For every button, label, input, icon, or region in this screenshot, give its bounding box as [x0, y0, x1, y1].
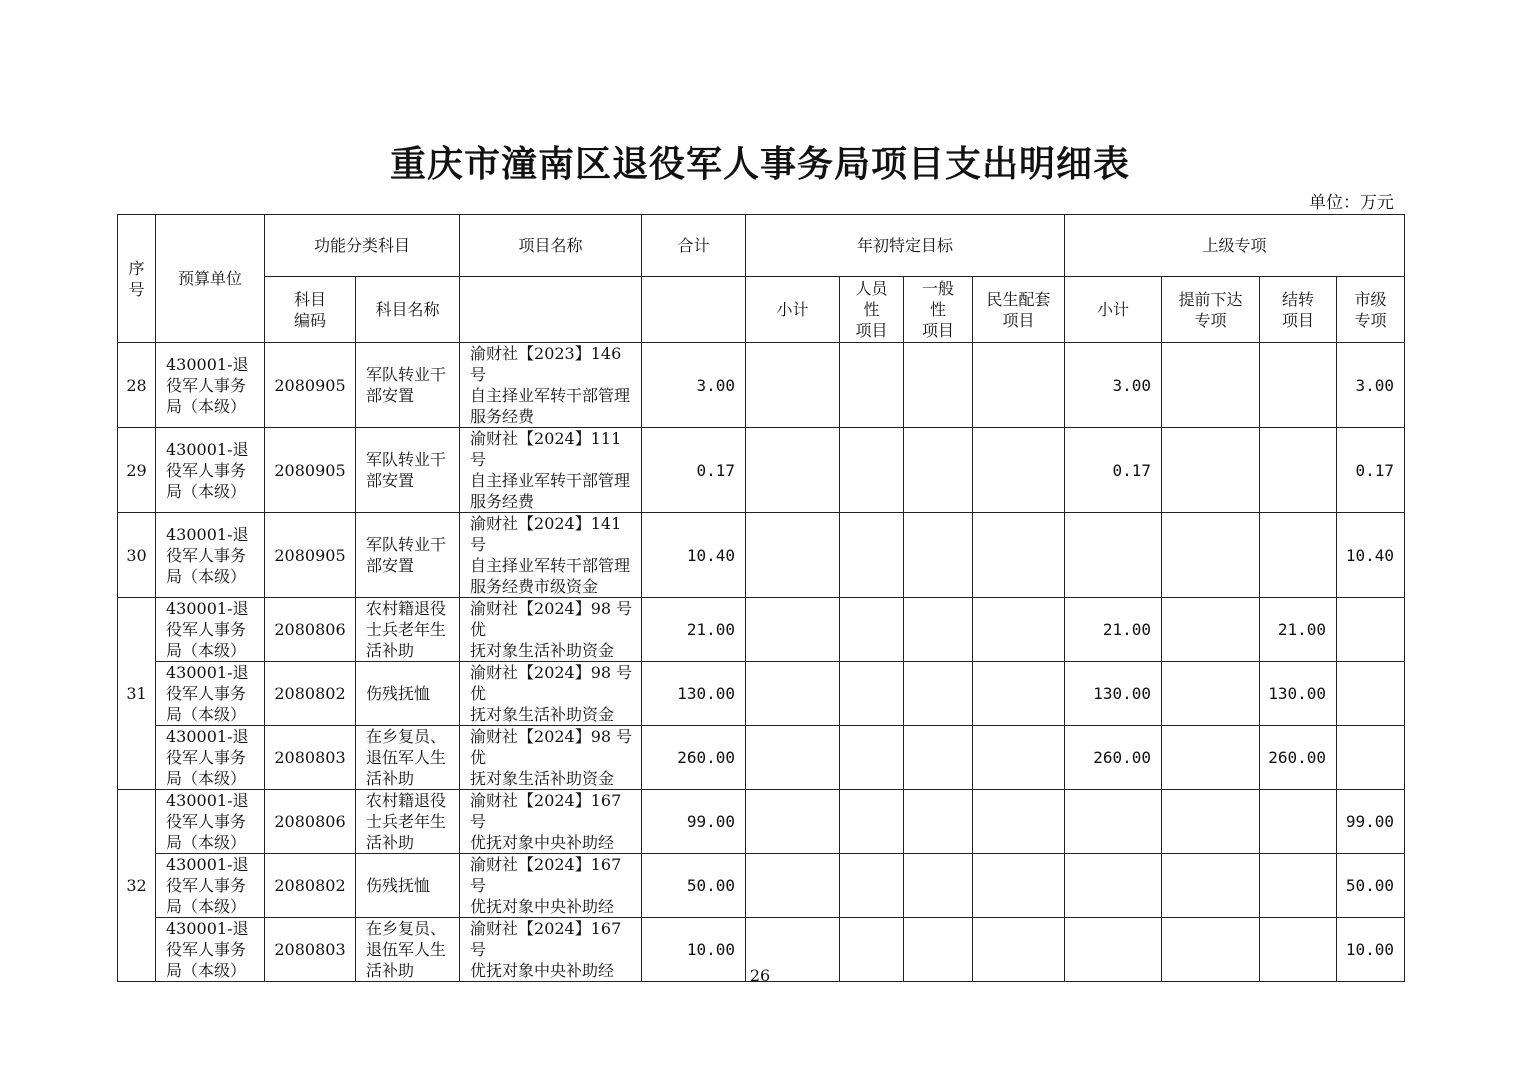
- header-row-1: [118, 215, 1405, 277]
- row-budget-unit: 430001-退 役军人事务 局（本级）: [156, 918, 265, 982]
- row-livelihood: [973, 343, 1065, 428]
- row-subject-code: 2080806: [265, 790, 356, 854]
- row-annual-subtotal: [746, 428, 840, 513]
- row-project-name: 渝财社【2024】98 号优 抚对象生活补助资金: [460, 598, 642, 662]
- row-project-name: 渝财社【2024】141 号 自主择业军转干部管理 服务经费市级资金: [460, 513, 642, 598]
- row-project-name: 渝财社【2024】167 号 优抚对象中央补助经: [460, 854, 642, 918]
- row-livelihood: [973, 662, 1065, 726]
- row-city-level: 99.00: [1337, 790, 1405, 854]
- row-total: 50.00: [642, 854, 746, 918]
- row-seq: 32: [118, 790, 156, 982]
- row-carryover: [1260, 513, 1337, 598]
- row-livelihood: [973, 513, 1065, 598]
- row-personnel: [840, 854, 904, 918]
- row-subject-name: 农村籍退役 士兵老年生 活补助: [356, 790, 460, 854]
- row-budget-unit: 430001-退 役军人事务 局（本级）: [156, 662, 265, 726]
- header-seq: 序 号: [118, 215, 156, 343]
- header-total: 合计: [642, 215, 746, 277]
- row-subject-name: 军队转业干 部安置: [356, 343, 460, 428]
- row-general: [904, 662, 973, 726]
- row-subject-name: 军队转业干 部安置: [356, 513, 460, 598]
- row-subject-name: 军队转业干 部安置: [356, 428, 460, 513]
- page-number: 26: [749, 966, 771, 985]
- table-row: [118, 513, 1405, 598]
- row-personnel: [840, 598, 904, 662]
- row-project-name: 渝财社【2024】111 号 自主择业军转干部管理 服务经费: [460, 428, 642, 513]
- header-row-2: [118, 277, 1405, 343]
- row-superior-subtotal: 0.17: [1065, 428, 1162, 513]
- row-subject-code: 2080802: [265, 854, 356, 918]
- row-annual-subtotal: [746, 598, 840, 662]
- row-carryover: [1260, 343, 1337, 428]
- row-general: [904, 513, 973, 598]
- table-row: [118, 854, 1405, 918]
- row-advance: [1162, 790, 1260, 854]
- table-row: [118, 343, 1405, 428]
- row-total: 3.00: [642, 343, 746, 428]
- row-total: 10.00: [642, 918, 746, 982]
- row-city-level: 3.00: [1337, 343, 1405, 428]
- header-total-blank: [642, 277, 746, 343]
- row-general: [904, 598, 973, 662]
- row-total: 130.00: [642, 662, 746, 726]
- row-livelihood: [973, 854, 1065, 918]
- row-city-level: 0.17: [1337, 428, 1405, 513]
- row-city-level: 50.00: [1337, 854, 1405, 918]
- row-advance: [1162, 343, 1260, 428]
- row-general: [904, 428, 973, 513]
- row-annual-subtotal: [746, 790, 840, 854]
- row-seq: 28: [118, 343, 156, 428]
- row-carryover: 21.00: [1260, 598, 1337, 662]
- header-annual-subtotal: 小计: [746, 277, 840, 343]
- row-subject-name: 在乡复员、 退伍军人生 活补助: [356, 918, 460, 982]
- row-personnel: [840, 662, 904, 726]
- row-personnel: [840, 513, 904, 598]
- table-row: [118, 726, 1405, 790]
- row-general: [904, 726, 973, 790]
- row-general: [904, 854, 973, 918]
- row-annual-subtotal: [746, 662, 840, 726]
- unit-label: 单位：万元: [1309, 193, 1394, 213]
- row-annual-subtotal: [746, 854, 840, 918]
- row-subject-name: 伤残抚恤: [356, 662, 460, 726]
- row-subject-code: 2080803: [265, 726, 356, 790]
- row-annual-subtotal: [746, 343, 840, 428]
- row-advance: [1162, 428, 1260, 513]
- row-superior-subtotal: 260.00: [1065, 726, 1162, 790]
- row-seq: 29: [118, 428, 156, 513]
- header-carryover: 结转 项目: [1260, 277, 1337, 343]
- row-advance: [1162, 854, 1260, 918]
- row-subject-code: 2080905: [265, 428, 356, 513]
- header-livelihood: 民生配套 项目: [973, 277, 1065, 343]
- row-annual-subtotal: [746, 726, 840, 790]
- row-livelihood: [973, 598, 1065, 662]
- row-subject-code: 2080803: [265, 918, 356, 982]
- row-personnel: [840, 428, 904, 513]
- page-title: 重庆市潼南区退役军人事务局项目支出明细表: [389, 143, 1130, 185]
- row-advance: [1162, 513, 1260, 598]
- row-superior-subtotal: [1065, 513, 1162, 598]
- row-city-level: [1337, 598, 1405, 662]
- header-advance: 提前下达 专项: [1162, 277, 1260, 343]
- row-budget-unit: 430001-退 役军人事务 局（本级）: [156, 726, 265, 790]
- row-project-name: 渝财社【2023】146 号 自主择业军转干部管理 服务经费: [460, 343, 642, 428]
- row-budget-unit: 430001-退 役军人事务 局（本级）: [156, 513, 265, 598]
- row-personnel: [840, 343, 904, 428]
- row-carryover: [1260, 428, 1337, 513]
- row-superior-subtotal: [1065, 854, 1162, 918]
- header-project-name: 项目名称: [460, 215, 642, 277]
- row-superior-subtotal: 3.00: [1065, 343, 1162, 428]
- row-total: 99.00: [642, 790, 746, 854]
- header-budget-unit: 预算单位: [156, 215, 265, 343]
- row-budget-unit: 430001-退 役军人事务 局（本级）: [156, 790, 265, 854]
- header-annual-targets: 年初特定目标: [746, 215, 1065, 277]
- header-superior-subtotal: 小计: [1065, 277, 1162, 343]
- row-subject-name: 农村籍退役 士兵老年生 活补助: [356, 598, 460, 662]
- row-carryover: 130.00: [1260, 662, 1337, 726]
- row-carryover: 260.00: [1260, 726, 1337, 790]
- row-carryover: [1260, 790, 1337, 854]
- row-subject-code: 2080905: [265, 513, 356, 598]
- row-total: 21.00: [642, 598, 746, 662]
- row-livelihood: [973, 726, 1065, 790]
- row-project-name: 渝财社【2024】167 号 优抚对象中央补助经: [460, 918, 642, 982]
- row-total: 0.17: [642, 428, 746, 513]
- row-advance: [1162, 662, 1260, 726]
- header-city-level: 市级 专项: [1337, 277, 1405, 343]
- row-city-level: [1337, 662, 1405, 726]
- row-superior-subtotal: [1065, 790, 1162, 854]
- row-superior-subtotal: 130.00: [1065, 662, 1162, 726]
- row-project-name: 渝财社【2024】167 号 优抚对象中央补助经: [460, 790, 642, 854]
- header-superior-special: 上级专项: [1065, 215, 1405, 277]
- table-row: [118, 598, 1405, 662]
- table-row: [118, 790, 1405, 854]
- row-subject-code: 2080802: [265, 662, 356, 726]
- row-budget-unit: 430001-退 役军人事务 局（本级）: [156, 343, 265, 428]
- row-project-name: 渝财社【2024】98 号优 抚对象生活补助资金: [460, 662, 642, 726]
- header-subject-code: 科目 编码: [265, 277, 356, 343]
- row-superior-subtotal: 21.00: [1065, 598, 1162, 662]
- row-total: 10.40: [642, 513, 746, 598]
- row-city-level: 10.00: [1337, 918, 1405, 982]
- row-project-name: 渝财社【2024】98 号优 抚对象生活补助资金: [460, 726, 642, 790]
- header-func-category: 功能分类科目: [265, 215, 460, 277]
- row-general: [904, 790, 973, 854]
- row-subject-name: 在乡复员、 退伍军人生 活补助: [356, 726, 460, 790]
- row-annual-subtotal: [746, 513, 840, 598]
- row-total: 260.00: [642, 726, 746, 790]
- table-row: [118, 662, 1405, 726]
- row-general: [904, 343, 973, 428]
- header-general: 一般 性 项目: [904, 277, 973, 343]
- row-subject-name: 伤残抚恤: [356, 854, 460, 918]
- row-seq: 30: [118, 513, 156, 598]
- row-livelihood: [973, 790, 1065, 854]
- row-subject-code: 2080806: [265, 598, 356, 662]
- row-city-level: 10.40: [1337, 513, 1405, 598]
- row-personnel: [840, 726, 904, 790]
- row-budget-unit: 430001-退 役军人事务 局（本级）: [156, 428, 265, 513]
- header-subject-name: 科目名称: [356, 277, 460, 343]
- row-carryover: [1260, 854, 1337, 918]
- row-personnel: [840, 790, 904, 854]
- row-livelihood: [973, 428, 1065, 513]
- row-subject-code: 2080905: [265, 343, 356, 428]
- table-row: [118, 428, 1405, 513]
- header-project-blank: [460, 277, 642, 343]
- row-seq: 31: [118, 598, 156, 790]
- row-city-level: [1337, 726, 1405, 790]
- header-personnel: 人员 性 项目: [840, 277, 904, 343]
- row-budget-unit: 430001-退 役军人事务 局（本级）: [156, 854, 265, 918]
- row-budget-unit: 430001-退 役军人事务 局（本级）: [156, 598, 265, 662]
- expenditure-table: [117, 214, 1405, 982]
- row-advance: [1162, 598, 1260, 662]
- row-advance: [1162, 726, 1260, 790]
